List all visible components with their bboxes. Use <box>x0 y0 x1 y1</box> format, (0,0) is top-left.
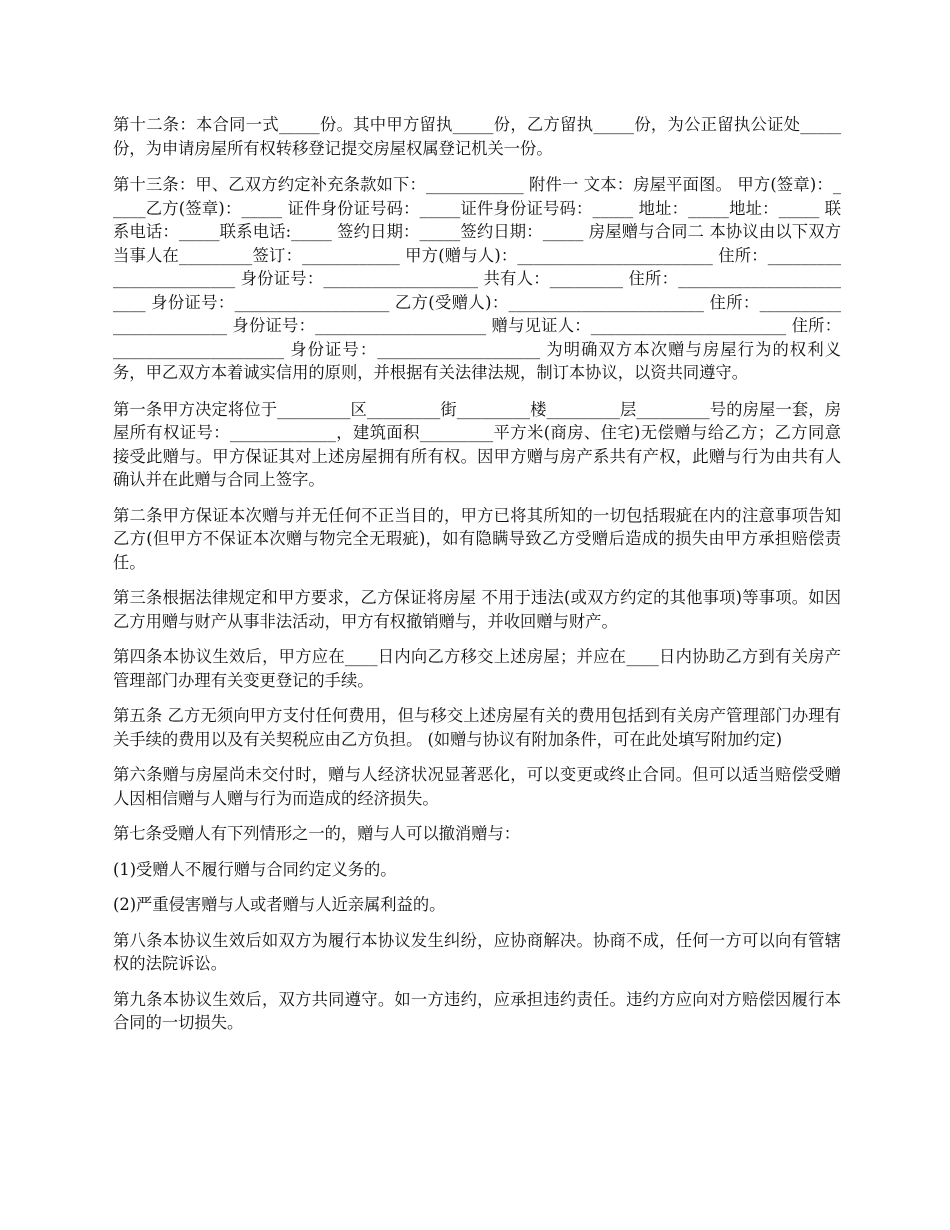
article-9-paragraph: 第九条本协议生效后，双方共同遵守。如一方违约，应承担违约责任。违约方应向对方赔偿因履行本合同的一切损失。 <box>113 989 841 1032</box>
article-7-item-1: (1)受赠人不履行赠与合同约定义务的。 <box>113 859 397 879</box>
clause-12-paragraph: 第十二条：本合同一式_____份。其中甲方留执_____份，乙方留执_____份，为公正留执公证处_____份，为申请房屋所有权转移登记提交房屋权属登记机关一份。 <box>113 115 841 158</box>
article-4-paragraph: 第四条本协议生效后，甲方应在____日内向乙方移交上述房屋；并应在____日内协助乙方到有关房产管理部门办理有关变更登记的手续。 <box>113 647 841 690</box>
document-body <box>113 113 841 1047</box>
article-2-paragraph: 第二条甲方保证本次赠与并无任何不正当目的，甲方已将其所知的一切包括瑕疵在内的注意事项告知乙方(但甲方不保证本次赠与物完全无瑕疵)，如有隐瞒导致乙方受赠后造成的损失由甲方承担赔偿责任。 <box>113 505 841 572</box>
article-7-paragraph: 第七条受赠人有下列情形之一的，赠与人可以撤消赠与： <box>113 824 521 843</box>
article-1-paragraph: 第一条甲方决定将位于_________区_________街_________楼_________层_________号的房屋一套，房屋所有权证号：_____________，建筑面积_________平方米(商房、住宅)无偿赠与给乙方；乙方同意接受此赠与。甲方保证其对上述房屋拥有所有权。因甲方赠与房产系共有产权，此赠与行为由共有人确认并在此赠与合同上签字。 <box>113 399 841 489</box>
article-6-paragraph: 第六条赠与房屋尚未交付时，赠与人经济状况显著恶化，可以变更或终止合同。但可以适当赔偿受赠人因相信赠与人赠与行为而造成的经济损失。 <box>113 765 841 808</box>
clause-13-paragraph: 第十三条：甲、乙双方约定补充条款如下：____________ 附件一 文本：房屋平面图。 甲方(签章)：_____乙方(签章)：_____ 证件身份证号码：_____证件身份证号码：_____ 地址：_____地址：_____ 联系电话：_____联系电话:_____ 签约日期：_____签约日期：_____ 房屋赠与合同二 本协议由以下双方当事人在_________签订：____________ 甲方(赠与人)：________________________ 住所：________________________ 身份证号：___________________ 共有人：_________ 住所：________________________ 身份证号：___________________ 乙方(受赠人)：________________________ 住所：________________________ 身份证号：_____________________ 赠与见证人：________________________ 住所：_____________________ 身份证号：____________________ 为明确双方本次赠与房屋行为的权利义务，甲乙双方本着诚实信用的原则，并根据有关法律法规，制订本协议，以资共同遵守。 <box>113 175 841 382</box>
article-3-paragraph: 第三条根据法律规定和甲方要求，乙方保证将房屋 不用于违法(或双方约定的其他事项)等事项。如因乙方用赠与财产从事非法活动，甲方有权撤销赠与，并收回赠与财产。 <box>113 588 841 631</box>
article-7-item-2: (2)严重侵害赠与人或者赠与人近亲属利益的。 <box>113 895 446 914</box>
article-8-paragraph: 第八条本协议生效后如双方为履行本协议发生纠纷，应协商解决。协商不成，任何一方可以向有管辖权的法院诉讼。 <box>113 930 841 973</box>
article-5-paragraph: 第五条 乙方无须向甲方支付任何费用，但与移交上述房屋有关的费用包括到有关房产管理部门办理有关手续的费用以及有关契税应由乙方负担。 (如赠与协议有附加条件，可在此处填写附加约定) <box>113 706 841 749</box>
